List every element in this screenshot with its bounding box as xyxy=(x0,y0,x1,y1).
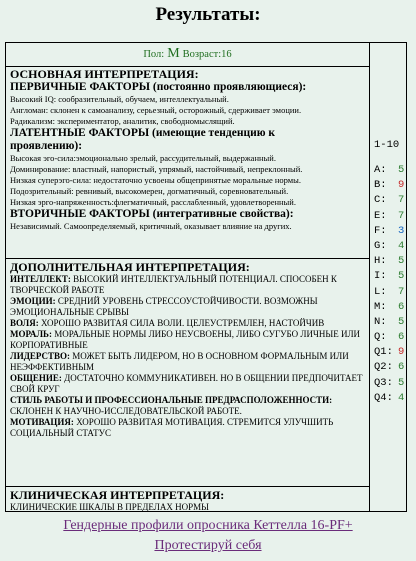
score-label: C: xyxy=(374,194,387,207)
score-value: 4 xyxy=(398,239,405,252)
additional-item-text: СКЛОНЕН К НАУЧНО-ИССЛЕДОВАТЕЛЬСКОЙ РАБОТЕ. xyxy=(10,406,242,416)
additional-item-label: ЛИДЕРСТВО: xyxy=(10,351,71,361)
latent-item: Доминирование: властный, напористый, упрямый, настойчивый, непреклонный. xyxy=(10,164,303,174)
score-value: 5 xyxy=(398,270,405,283)
latent-factors-heading: ЛАТЕНТНЫЕ ФАКТОРЫ (имеющие тенденцию к xyxy=(10,127,276,139)
additional-item-label: МОРАЛЬ: xyxy=(10,329,52,339)
score-row xyxy=(374,300,404,315)
additional-item xyxy=(10,417,369,439)
score-label: Q4: xyxy=(374,391,393,404)
score-label: L: xyxy=(374,285,387,298)
score-value: 3 xyxy=(398,224,405,237)
page-title: Результаты: xyxy=(155,4,261,25)
results-table xyxy=(5,42,407,512)
score-label: H: xyxy=(374,255,387,268)
additional-heading: ДОПОЛНИТЕЛЬНАЯ ИНТЕРПРЕТАЦИЯ: xyxy=(10,260,250,274)
score-value: 5 xyxy=(398,376,405,389)
age-label: Возраст:16 xyxy=(182,49,232,60)
additional-interpretation xyxy=(6,258,369,486)
score-row xyxy=(374,285,404,300)
secondary-factors-heading: ВТОРИЧНЫЕ ФАКТОРЫ (интегративные свойства): xyxy=(10,208,294,220)
score-value: 7 xyxy=(398,194,405,207)
score-label: E: xyxy=(374,209,387,222)
score-value: 7 xyxy=(398,285,405,298)
additional-item xyxy=(10,329,369,351)
primary-item: Англоман: склонен к самоанализу, серьезный, осторожный, сдерживает эмоции. xyxy=(10,105,302,115)
additional-item-label: ЭМОЦИИ: xyxy=(10,296,56,306)
gender-profiles-link[interactable]: Гендерные профили опросника Кеттелла 16-PF+ xyxy=(63,518,353,533)
additional-item xyxy=(10,296,369,318)
score-label: Q3: xyxy=(374,376,393,389)
score-value: 6 xyxy=(398,361,405,374)
latent-factors-heading-cont: проявлению): xyxy=(10,140,83,152)
additional-item-text: МОРАЛЬНЫЕ НОРМЫ ЛИБО НЕУСВОЕНЫ, ЛИБО СУГУБО ЛИЧНЫЕ ИЛИ КОРПОРАТИВНЫЕ xyxy=(10,329,361,350)
scale-column xyxy=(370,43,408,511)
primary-factors-heading: ПЕРВИЧНЫЕ ФАКТОРЫ (постоянно проявляющиеся): xyxy=(10,81,307,93)
score-value: 6 xyxy=(398,300,405,313)
score-value: 5 xyxy=(398,164,405,176)
clinical-interpretation xyxy=(6,486,369,513)
score-label: Q2: xyxy=(374,361,393,374)
score-row xyxy=(374,193,404,208)
additional-item-text: МОЖЕТ БЫТЬ ЛИДЕРОМ, НО В ОСНОВНОМ ФОРМАЛЬНЫМ ИЛИ НЕЭФФЕКТИВНЫМ xyxy=(10,351,349,372)
score-row xyxy=(374,163,404,178)
score-value: 7 xyxy=(398,209,405,222)
gender-label: Пол: xyxy=(143,49,165,60)
additional-item-label: СТИЛЬ РАБОТЫ И ПРОФЕССИОНАЛЬНЫЕ ПРЕДРАСПОЛОЖЕННОСТИ: xyxy=(10,395,333,405)
basic-heading: ОСНОВНАЯ ИНТЕРПРЕТАЦИЯ: xyxy=(10,67,199,81)
additional-item xyxy=(10,274,369,296)
score-value: 5 xyxy=(398,255,405,268)
primary-item: Радикализм: экспериментатор, аналитик, свободномыслящий. xyxy=(10,116,235,126)
score-row xyxy=(374,376,404,391)
score-label: I: xyxy=(374,270,387,283)
latent-item: Низкая эрго-напряженность:флегматичный, расслабленный, удовлетворенный. xyxy=(10,197,296,207)
score-value: 9 xyxy=(398,179,405,192)
additional-item xyxy=(10,351,369,373)
latent-item: Высокая эго-сила:эмоционально зрелый, рассудительный, выдержанный. xyxy=(10,153,276,163)
additional-item-label: ОБЩЕНИЕ: xyxy=(10,373,62,383)
score-label: A: xyxy=(374,164,387,176)
basic-interpretation xyxy=(6,66,369,258)
score-label: Q1: xyxy=(374,346,393,359)
score-row xyxy=(374,315,404,330)
test-yourself-link[interactable]: Протестируй себя xyxy=(154,538,262,553)
additional-item-label: ИНТЕЛЛЕКТ: xyxy=(10,274,71,284)
additional-item-label: МОТИВАЦИЯ: xyxy=(10,417,74,427)
footer-links xyxy=(0,516,416,556)
score-row xyxy=(374,209,404,224)
additional-item-text: ХОРОШО РАЗВИТАЯ МОТИВАЦИЯ. СТРЕМИТСЯ УЛУЧШИТЬ СОЦИАЛЬНЫЙ СТАТУС xyxy=(10,417,334,438)
score-label: B: xyxy=(374,179,387,192)
additional-item-text: ХОРОШО РАЗВИТАЯ СИЛА ВОЛИ. ЦЕЛЕУСТРЕМЛЕН, НАСТОЙЧИВ xyxy=(41,318,325,328)
score-label: M: xyxy=(374,300,387,313)
score-row xyxy=(374,269,404,284)
score-row xyxy=(374,391,404,406)
respondent-info xyxy=(6,43,369,67)
score-label: N: xyxy=(374,315,387,328)
scale-header: 1-10 xyxy=(374,139,400,151)
score-list xyxy=(374,163,404,406)
additional-item xyxy=(10,395,369,417)
score-row xyxy=(374,330,404,345)
secondary-item: Независимый. Самоопределяемый, критичный, оказывает влияние на других. xyxy=(10,221,292,231)
score-value: 6 xyxy=(398,331,405,344)
score-label: G: xyxy=(374,239,387,252)
additional-item-text: ДОСТАТОЧНО КОММУНИКАТИВЕН. НО В ОБЩЕНИИ ПРЕДПОЧИТАЕТ СВОЙ КРУГ xyxy=(10,373,363,394)
score-row xyxy=(374,345,404,360)
score-value: 5 xyxy=(398,315,405,328)
additional-item xyxy=(10,373,369,395)
score-row xyxy=(374,224,404,239)
additional-item xyxy=(10,318,369,329)
primary-item: Высокий IQ: сообразительный, обучаем, интеллектуальный. xyxy=(10,94,229,104)
score-label: F: xyxy=(374,224,387,237)
additional-item-text: СРЕДНИЙ УРОВЕНЬ СТРЕССОУСТОЙЧИВОСТИ. ВОЗМОЖНЫ ЭМОЦИОНАЛЬНЫЕ СРЫВЫ xyxy=(10,296,318,317)
latent-item: Подозрительный: ревнивый, высокомерен, догматичный, соревновательный. xyxy=(10,186,289,196)
score-row xyxy=(374,360,404,375)
score-value: 9 xyxy=(398,346,405,359)
score-row xyxy=(374,178,404,193)
clinical-heading: КЛИНИЧЕСКАЯ ИНТЕРПРЕТАЦИЯ: xyxy=(10,488,225,502)
latent-item: Низкая суперэго-сила: недостаточно усвоены общепринятые моральные нормы. xyxy=(10,175,301,185)
score-value: 4 xyxy=(398,391,405,404)
additional-item-text: ВЫСОКИЙ ИНТЕЛЛЕКТУАЛЬНЫЙ ПОТЕНЦИАЛ. СПОСОБЕН К ТВОРЧЕСКОЙ РАБОТЕ xyxy=(10,274,337,295)
clinical-text: КЛИНИЧЕСКИЕ ШКАЛЫ В ПРЕДЕЛАХ НОРМЫ xyxy=(10,502,209,512)
score-row xyxy=(374,239,404,254)
gender-male-symbol: M xyxy=(167,46,180,61)
additional-item-label: ВОЛЯ: xyxy=(10,318,39,328)
score-row xyxy=(374,254,404,269)
score-label: Q: xyxy=(374,331,387,344)
